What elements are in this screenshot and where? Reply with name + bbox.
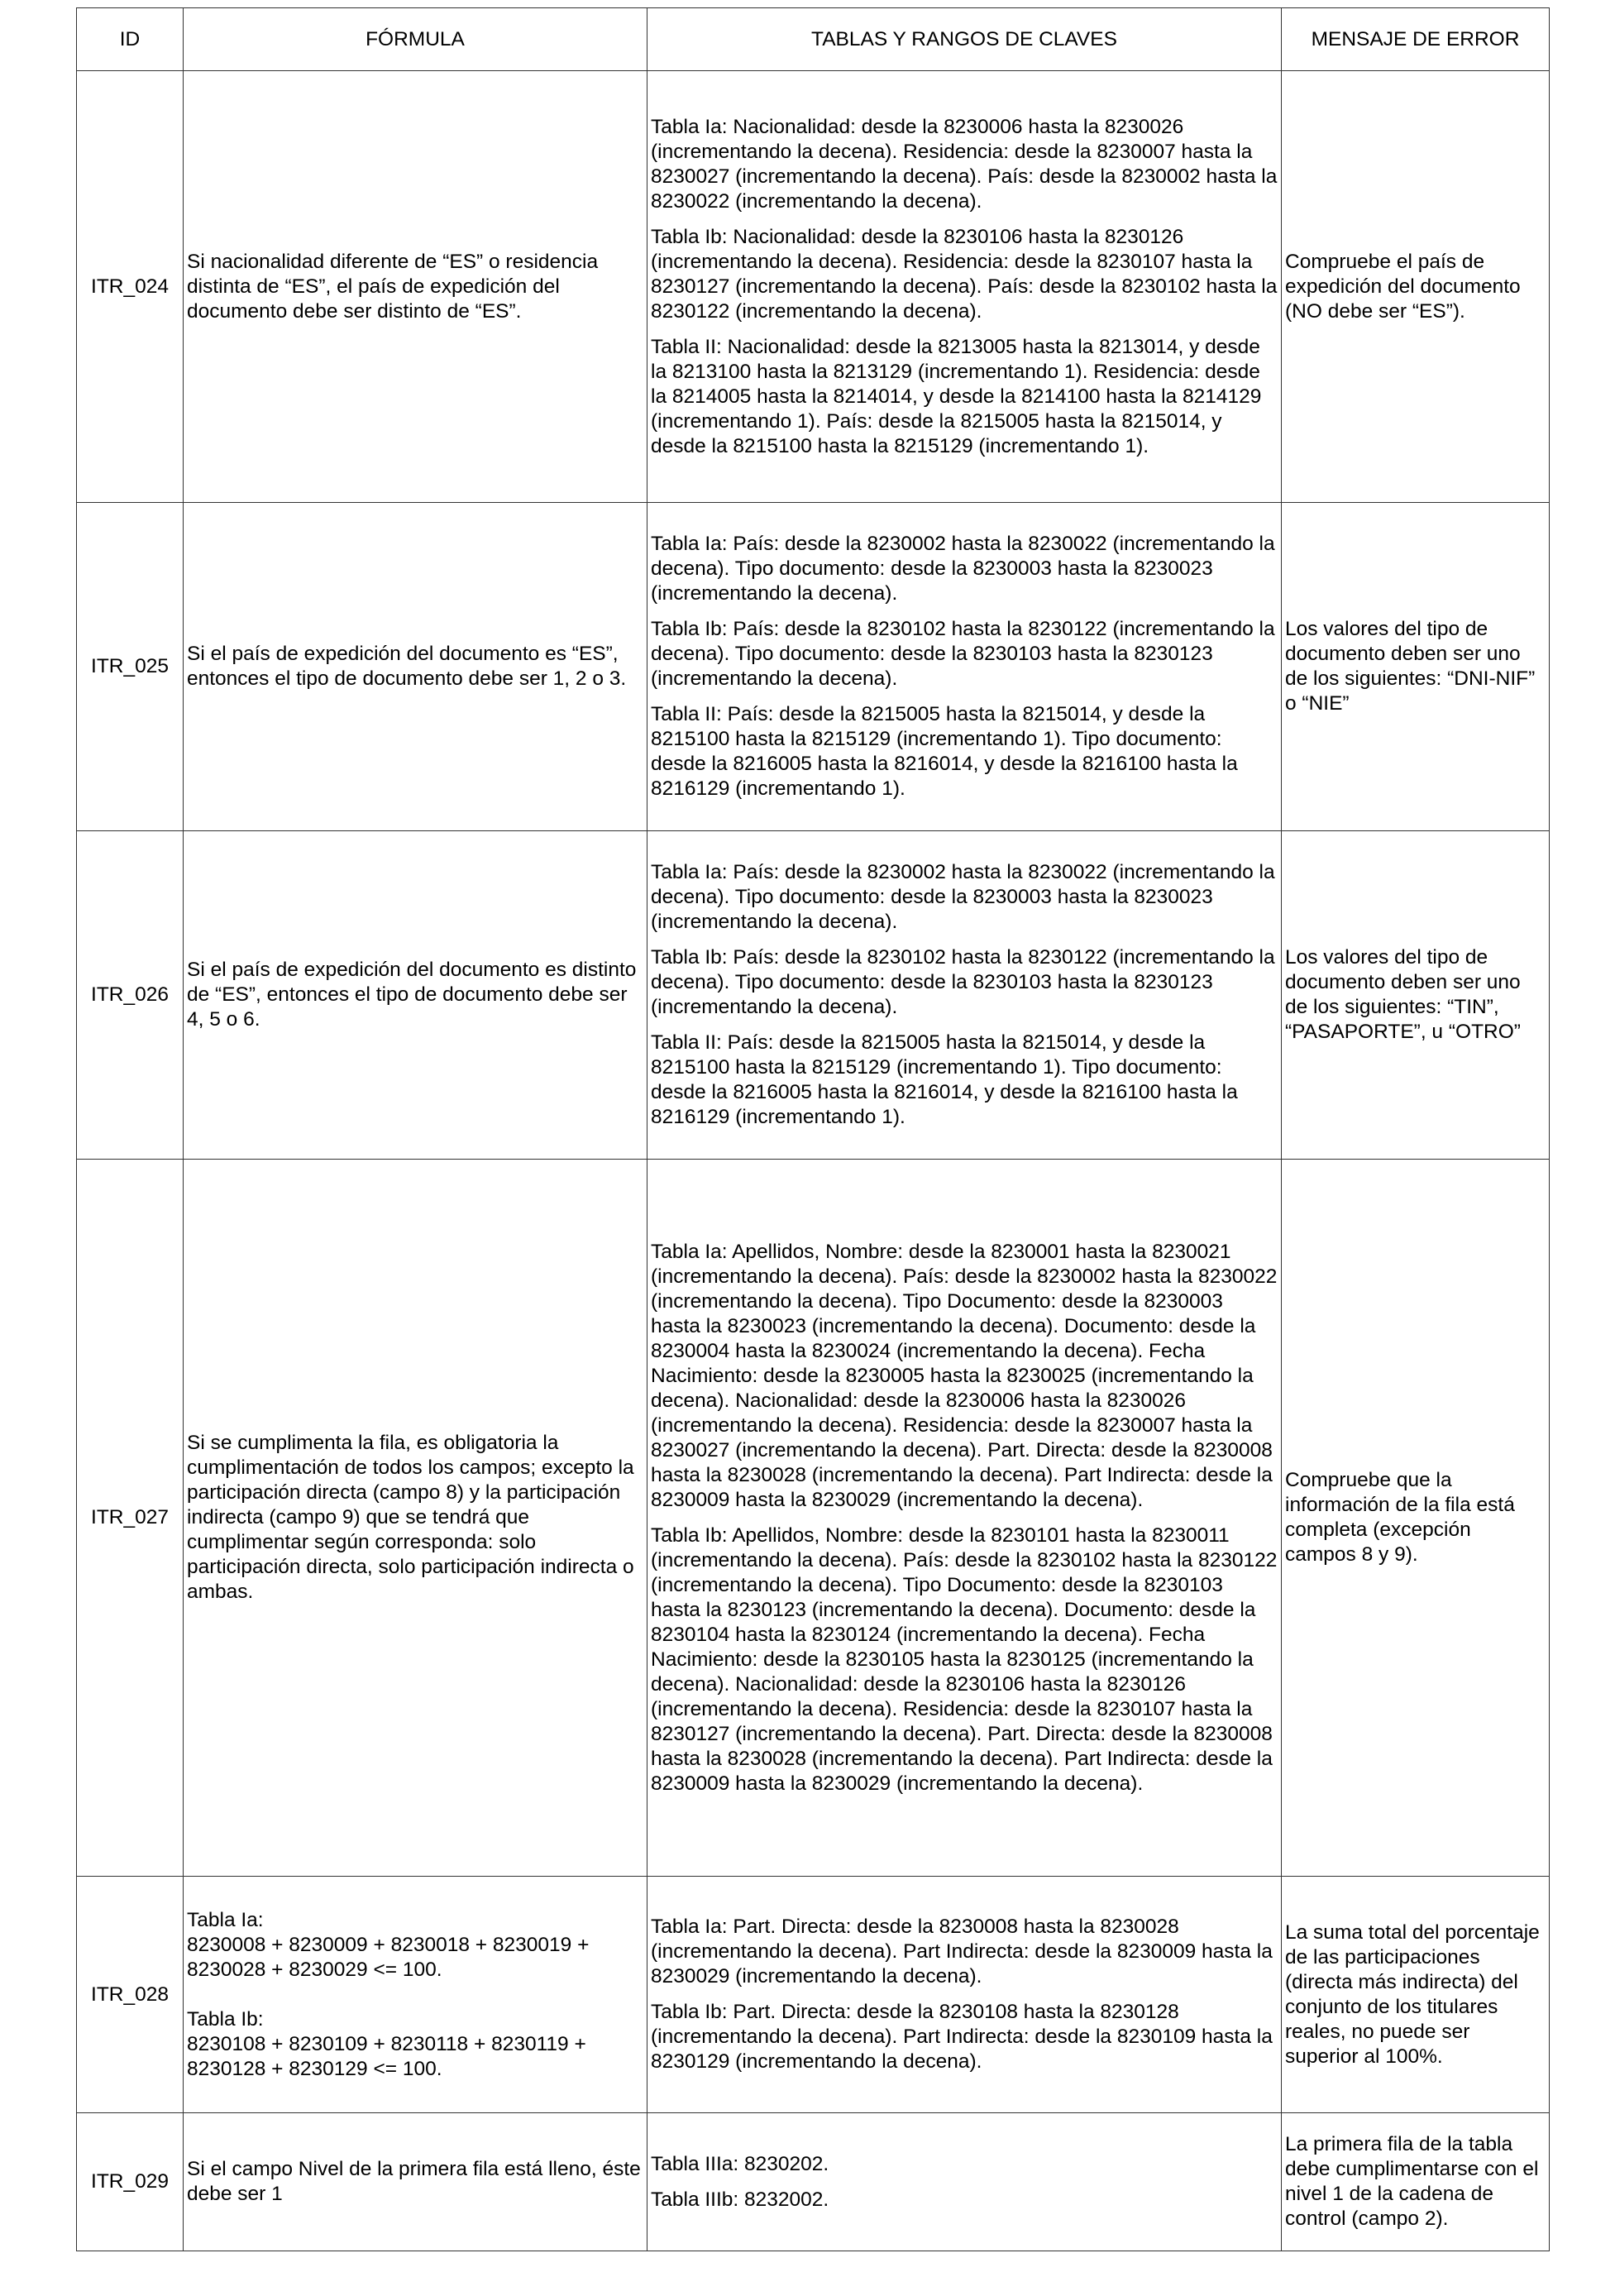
row-error: La suma total del porcentaje de las participaciones (directa más indirecta) del conjunto de los titulares reales, no puede ser superior al 100%. xyxy=(1282,1877,1550,2113)
header-formula: FÓRMULA xyxy=(184,8,647,71)
rules-table xyxy=(76,7,1550,2251)
table-row xyxy=(77,503,1550,831)
keys-paragraph: Tabla Ib: País: desde la 8230102 hasta la 8230122 (incrementando la decena). Tipo documento: desde la 8230103 hasta la 8230123 (incrementando la decena). xyxy=(651,618,1275,690)
row-id: ITR_024 xyxy=(77,71,184,503)
keys-paragraph: Tabla Ia: Part. Directa: desde la 8230008 hasta la 8230028 (incrementando la decena). Part Indirecta: desde la 8230009 hasta la 8230029 (incrementando la decena). xyxy=(651,1916,1273,1987)
row-keys xyxy=(647,1160,1282,1877)
row-formula: Si nacionalidad diferente de “ES” o residencia distinta de “ES”, el país de expedición del documento debe ser distinto de “ES”. xyxy=(184,71,647,503)
row-error: La primera fila de la tabla debe cumplimentarse con el nivel 1 de la cadena de control (campo 2). xyxy=(1282,2113,1550,2251)
keys-paragraph: Tabla II: Nacionalidad: desde la 8213005 hasta la 8213014, y desde la 8213100 hasta la 8213129 (incrementando 1). Residencia: desde la 8214005 hasta la 8214014, y desde la 8214100 hasta la 8214129 (incrementando 1). País: desde la 8215005 hasta la 8215014, y desde la 8215100 hasta la 8215129 (incrementando 1). xyxy=(651,335,1262,457)
row-id: ITR_027 xyxy=(77,1160,184,1877)
table-row xyxy=(77,1877,1550,2113)
keys-paragraph: Tabla II: País: desde la 8215005 hasta la 8215014, y desde la 8215100 hasta la 8215129 (incrementando 1). Tipo documento: desde la 8216005 hasta la 8216014, y desde la 8216100 hasta la 8216129 (incrementando 1). xyxy=(651,703,1238,800)
row-formula: Tabla Ia: 8230008 + 8230009 + 8230018 + 8230019 + 8230028 + 8230029 <= 100. Tabla Ib: 8230108 + 8230109 + 8230118 + 8230119 + 8230128 + 8230129 <= 100. xyxy=(184,1877,647,2113)
header-row xyxy=(77,8,1550,71)
header-keys: TABLAS Y RANGOS DE CLAVES xyxy=(647,8,1282,71)
row-keys xyxy=(647,2113,1282,2251)
header-id: ID xyxy=(77,8,184,71)
keys-paragraph: Tabla Ib: País: desde la 8230102 hasta la 8230122 (incrementando la decena). Tipo documento: desde la 8230103 hasta la 8230123 (incrementando la decena). xyxy=(651,946,1275,1018)
keys-paragraph: Tabla II: País: desde la 8215005 hasta la 8215014, y desde la 8215100 hasta la 8215129 (incrementando 1). Tipo documento: desde la 8216005 hasta la 8216014, y desde la 8216100 hasta la 8216129 (incrementando 1). xyxy=(651,1031,1238,1128)
row-error: Los valores del tipo de documento deben ser uno de los siguientes: “TIN”, “PASAPORTE”, u “OTRO” xyxy=(1282,831,1550,1160)
keys-paragraph: Tabla IIIa: 8230202. xyxy=(651,2152,829,2175)
row-formula: Si el país de expedición del documento es “ES”, entonces el tipo de documento debe ser 1, 2 o 3. xyxy=(184,503,647,831)
row-formula: Si el país de expedición del documento es distinto de “ES”, entonces el tipo de documento debe ser 4, 5 o 6. xyxy=(184,831,647,1160)
row-id: ITR_026 xyxy=(77,831,184,1160)
table-row xyxy=(77,2113,1550,2251)
row-id: ITR_025 xyxy=(77,503,184,831)
row-error: Los valores del tipo de documento deben ser uno de los siguientes: “DNI-NIF” o “NIE” xyxy=(1282,503,1550,831)
keys-paragraph: Tabla Ia: País: desde la 8230002 hasta la 8230022 (incrementando la decena). Tipo documento: desde la 8230003 hasta la 8230023 (incrementando la decena). xyxy=(651,861,1275,933)
row-keys xyxy=(647,71,1282,503)
row-formula: Si el campo Nivel de la primera fila está lleno, éste debe ser 1 xyxy=(184,2113,647,2251)
row-formula: Si se cumplimenta la fila, es obligatoria la cumplimentación de todos los campos; excepto la participación directa (campo 8) y la participación indirecta (campo 9) que se tendrá que cumplimentar según corresponda: solo participación directa, solo participación indirecta o ambas. xyxy=(184,1160,647,1877)
row-error: Compruebe que la información de la fila está completa (excepción campos 8 y 9). xyxy=(1282,1160,1550,1877)
row-error: Compruebe el país de expedición del documento (NO debe ser “ES”). xyxy=(1282,71,1550,503)
row-keys xyxy=(647,1877,1282,2113)
row-id: ITR_028 xyxy=(77,1877,184,2113)
keys-paragraph: Tabla IIIb: 8232002. xyxy=(651,2188,829,2211)
table-row xyxy=(77,831,1550,1160)
row-keys xyxy=(647,831,1282,1160)
keys-paragraph: Tabla Ib: Nacionalidad: desde la 8230106 hasta la 8230126 (incrementando la decena). Residencia: desde la 8230107 hasta la 8230127 (incrementando la decena). País: desde la 8230102 hasta la 8230122 (incrementando la decena). xyxy=(651,225,1278,323)
table-row xyxy=(77,71,1550,503)
header-error: MENSAJE DE ERROR xyxy=(1282,8,1550,71)
keys-paragraph: Tabla Ib: Apellidos, Nombre: desde la 8230101 hasta la 8230011 (incrementando la decena). País: desde la 8230102 hasta la 8230122 (incrementando la decena). Tipo Documento: desde la 8230103 hasta la 8230123 (incrementando la decena). Documento: desde la 8230104 hasta la 8230124 (incrementando la decena). Fecha Nacimiento: desde la 8230105 hasta la 8230125 (incrementando la decena). Nacionalidad: desde la 8230106 hasta la 8230126 (incrementando la decena). Residencia: desde la 8230107 hasta la 8230127 (incrementando la decena). Part. Directa: desde la 8230008 hasta la 8230028 (incrementando la decena). Part Indirecta: desde la 8230009 hasta la 8230029 (incrementando la decena). xyxy=(651,1523,1278,1795)
keys-paragraph: Tabla Ia: País: desde la 8230002 hasta la 8230022 (incrementando la decena). Tipo documento: desde la 8230003 hasta la 8230023 (incrementando la decena). xyxy=(651,533,1275,605)
row-id: ITR_029 xyxy=(77,2113,184,2251)
keys-paragraph: Tabla Ib: Part. Directa: desde la 8230108 hasta la 8230128 (incrementando la decena). Part Indirecta: desde la 8230109 hasta la 8230129 (incrementando la decena). xyxy=(651,2001,1273,2073)
table-row xyxy=(77,1160,1550,1877)
row-keys xyxy=(647,503,1282,831)
keys-paragraph: Tabla Ia: Apellidos, Nombre: desde la 8230001 hasta la 8230021 (incrementando la decena). País: desde la 8230002 hasta la 8230022 (incrementando la decena). Tipo Documento: desde la 8230003 hasta la 8230023 (incrementando la decena). Documento: desde la 8230004 hasta la 8230024 (incrementando la decena). Fecha Nacimiento: desde la 8230005 hasta la 8230025 (incrementando la decena). Nacionalidad: desde la 8230006 hasta la 8230026 (incrementando la decena). Residencia: desde la 8230007 hasta la 8230027 (incrementando la decena). Part. Directa: desde la 8230008 hasta la 8230028 (incrementando la decena). Part Indirecta: desde la 8230009 hasta la 8230029 (incrementando la decena). xyxy=(651,1240,1278,1511)
keys-paragraph: Tabla Ia: Nacionalidad: desde la 8230006 hasta la 8230026 (incrementando la decena). Residencia: desde la 8230007 hasta la 8230027 (incrementando la decena). País: desde la 8230002 hasta la 8230022 (incrementando la decena). xyxy=(651,115,1278,213)
